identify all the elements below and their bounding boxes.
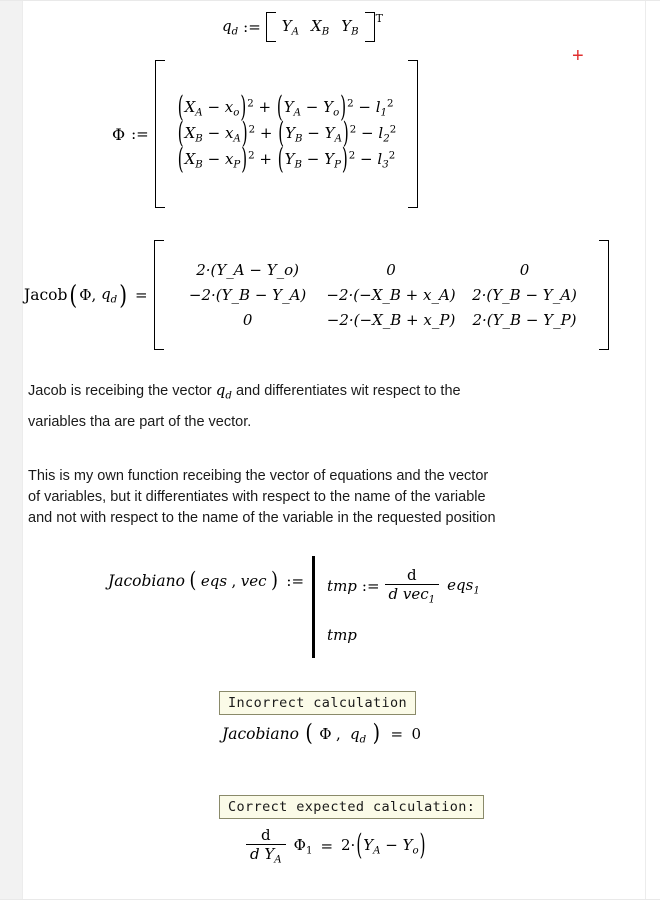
jacob-result-matrix [154, 240, 609, 350]
paragraph-1-line-2: variables tha are part of the vector. [28, 414, 252, 431]
jacob-cell-r3c1: 0 [242, 310, 253, 329]
bracket-right-icon [365, 12, 375, 42]
fraction-denominator: d vec$_1$ [385, 584, 440, 605]
qd-assign-op: := [243, 18, 261, 36]
jacob-arg-2: $q_d$ [101, 284, 118, 306]
incorrect-calculation-label[interactable]: Incorrect calculation [219, 691, 416, 715]
correct-equals-op: = [320, 836, 334, 855]
grid-hline-top [0, 0, 660, 1]
jacobiano-assign-op: := [286, 572, 305, 590]
paren-close: ) [119, 279, 128, 311]
correct-rhs: $2\cdot(Y_A - Y_o)$ [341, 827, 426, 862]
incorrect-result: 0 [411, 725, 422, 743]
qd-vector [266, 12, 375, 42]
paragraph-1-line-1-b: and differentiates wit respect to the [235, 383, 461, 399]
grid-vline-right [645, 0, 646, 900]
paren-open: ( [305, 719, 313, 747]
bracket-left-icon [266, 12, 276, 42]
incorrect-arg-2: $q_d$ [350, 725, 367, 746]
phi-matrix [155, 60, 418, 208]
paragraph-2-line-3: and not with respect to the name of the variable in the requested position [28, 510, 496, 526]
jacobiano-definition[interactable] [108, 556, 480, 658]
jacob-arg-separator: , [91, 286, 102, 304]
incorrect-calculation-expression[interactable] [222, 719, 422, 747]
jacobiano-name: Jacobiano [108, 572, 185, 590]
incorrect-arg-separator: , [336, 725, 346, 743]
jacob-cell-r3c3: 2·(Y_B − Y_P) [472, 310, 577, 329]
correct-target: $\Phi_1$ [293, 835, 313, 856]
phi-definition[interactable] [112, 60, 418, 208]
jacob-matrix-row [168, 308, 595, 333]
jacob-cell-r1c2: 0 [386, 260, 396, 279]
paren-close: ) [270, 567, 278, 594]
qd-entry-3: $Y_B$ [341, 16, 359, 38]
program-line-1 [327, 556, 480, 616]
qd-entry-1: $Y_A$ [281, 16, 300, 38]
fraction-numerator: d [261, 826, 271, 844]
paren-open: ( [69, 279, 78, 311]
phi-row-1: $(X_A - x_o)^2 + (Y_A - Y_o)^2 - l_1^2$ [177, 89, 394, 124]
red-cursor-marker: + [572, 45, 584, 67]
jacobiano-program-body [315, 556, 480, 644]
jacobiano-arg-comma: , [231, 572, 237, 590]
jacob-cell-r2c1: −2·(Y_B − Y_A) [188, 285, 307, 304]
phi-lhs: Φ [112, 124, 126, 144]
jacob-cell-r3c2: −2·(−X_B + x_P) [326, 310, 456, 329]
tmp-lhs: tmp [327, 577, 357, 595]
jacob-cell-r2c3: 2·(Y_B − Y_A) [472, 285, 577, 304]
jacob-matrix-row [168, 258, 595, 283]
correct-calculation-label[interactable]: Correct expected calculation: [219, 795, 484, 819]
jacob-call[interactable] [24, 240, 609, 350]
qd-entries [276, 12, 365, 42]
qd-entry-2: $X_B$ [311, 16, 330, 38]
phi-assign-op: := [131, 125, 149, 143]
jacob-cell-r2c2: −2·(−X_B + x_A) [326, 285, 456, 304]
bracket-right-icon [599, 240, 609, 350]
jacob-cell-r1c1: 2·(Y_A − Y_o) [196, 260, 299, 279]
jacobiano-arg-vec: vec [240, 572, 267, 590]
correct-calculation-expression[interactable] [246, 826, 427, 865]
paren-close: ) [372, 719, 381, 747]
bracket-right-icon [408, 60, 418, 208]
jacobiano-arg-eqs: eqs [200, 572, 228, 590]
paragraph-jacob-description[interactable] [28, 380, 628, 433]
jacob-equals-op: = [135, 286, 148, 304]
phi-row-2: $(X_B - x_A)^2 + (Y_B - Y_A)^2 - l_2^2$ [177, 115, 397, 150]
qd-transpose: T [375, 12, 383, 25]
bracket-left-icon [155, 60, 165, 208]
paragraph-2-line-1: This is my own function receibing the vector of equations and the vector [28, 468, 489, 484]
paren-open: ( [189, 567, 197, 594]
derivative-fraction [385, 566, 440, 605]
fraction-denominator: d $Y_A$ [246, 844, 286, 865]
qd-lhs: $q_d$ [222, 16, 239, 38]
paragraph-2-line-2: of variables, but it differentiates with respect to the name of the variable [28, 489, 486, 505]
jacob-matrix-row [168, 283, 595, 308]
tmp-assign-op: := [361, 577, 380, 595]
correct-derivative-fraction [246, 826, 286, 865]
jacob-cell-r1c3: 0 [519, 260, 530, 279]
derivative-target: eqs$_1$ [447, 575, 480, 597]
incorrect-function-name: Jacobiano [222, 725, 299, 743]
jacobiano-signature [108, 556, 305, 594]
paragraph-1-inline-var: $q_d$ [215, 381, 232, 402]
jacob-arg-1: Φ [79, 286, 92, 304]
incorrect-equals-op: = [390, 725, 404, 743]
paragraph-own-function-description[interactable] [28, 466, 638, 529]
fraction-numerator: d [407, 566, 417, 585]
incorrect-arg-1: Φ [319, 725, 332, 743]
program-line-2: tmp [327, 626, 357, 644]
bracket-left-icon [154, 240, 164, 350]
phi-row-3: $(X_B - x_P)^2 + (Y_B - Y_P)^2 - l_3^2$ [177, 142, 396, 177]
qd-definition[interactable] [222, 12, 383, 42]
paragraph-1-line-1-a: Jacob is receibing the vector [28, 383, 212, 399]
grid-vline-left [22, 0, 23, 900]
jacob-function-name: Jacob [24, 286, 68, 304]
